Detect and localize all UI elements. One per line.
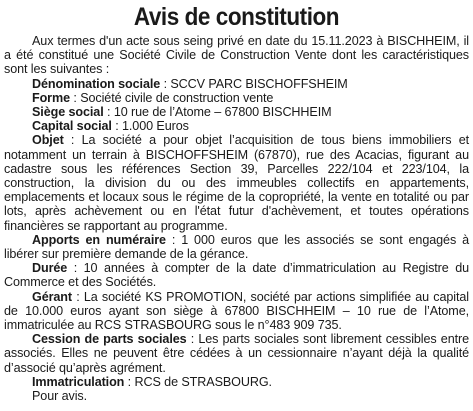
field-cession-parts [4, 332, 469, 375]
field-value: 1 000 euros que les associés se sont engagés à libérer sur première demande de la gérance. [4, 232, 469, 262]
field-value: 10 rue de l’Atome – 67800 BISCHHEIM [113, 105, 332, 120]
field-separator: : [70, 90, 81, 105]
field-label: Dénomination sociale [32, 76, 161, 91]
field-siege-social [4, 105, 469, 119]
field-apports [4, 233, 469, 261]
field-value: La société KS PROMOTION, société par actions simplifiée au capital de 10.000 euros ayant son siège à 67800 BISCHHEIM – 10 rue de l’Atome, immatriculée au RCS STRASBOURG sous le n°483 909 735. [4, 289, 469, 333]
field-label: Immatriculation [32, 374, 125, 389]
field-value: Les parts sociales sont librement cessibles entre associés. Elles ne peuvent être cédées à un cessionnaire n’ayant déjà la qualité d’associé qu’après agrément. [4, 332, 469, 375]
field-label: Siège social [32, 105, 104, 120]
field-separator: : [165, 232, 182, 247]
field-separator: : [111, 119, 122, 134]
notice-body [4, 34, 469, 403]
field-denomination [4, 77, 469, 91]
field-value: Société civile de construction vente [80, 90, 274, 105]
field-separator: : [67, 261, 84, 276]
field-forme [4, 91, 469, 105]
field-separator: : [124, 374, 135, 389]
field-label: Gérant [32, 289, 72, 304]
field-separator: : [186, 332, 199, 347]
field-separator: : [103, 105, 114, 120]
field-label: Capital social [32, 119, 112, 134]
field-separator: : [72, 289, 84, 304]
field-objet [4, 133, 469, 232]
field-separator: : [160, 76, 171, 91]
field-separator: : [63, 133, 82, 148]
field-value: La société a pour objet l’acquisition de tous biens immobiliers et notamment un terrain à BISCHOFFSHEIM (67870), rue des Acacias, figurant au cadastre sous les références Section 39, Parcelles 222/104 et 223/104, la construction, la division du ou des immeubles collectifs en appartements, emplacements et locaux sous le régime de la copropriété, la vente en totalité ou par lots, après achèvement ou en l'état futur d'achèvement, et toutes opérations financières se rapportant au programme. [4, 133, 469, 233]
field-value: SCCV PARC BISCHOFFSHEIM [170, 76, 348, 91]
closing-line: Pour avis. [32, 389, 87, 404]
field-label: Objet [32, 133, 64, 148]
field-capital-social [4, 119, 469, 133]
intro-paragraph: Aux termes d'un acte sous seing privé en date du 15.11.2023 à BISCHHEIM, il a été constitué une Société Civile de Construction Vente dont les caractéristiques sont les suivantes : [4, 34, 469, 77]
field-label: Forme [32, 90, 70, 105]
field-label: Apports en numéraire [32, 232, 166, 247]
field-value: 1.000 Euros [122, 119, 189, 134]
field-value: RCS de STRASBOURG. [134, 374, 272, 389]
field-duree [4, 261, 469, 289]
notice-title: Avis de constitution [133, 3, 340, 31]
field-gerant [4, 290, 469, 333]
field-immatriculation [4, 375, 469, 389]
field-label: Cession de parts sociales [32, 332, 187, 347]
field-label: Durée [32, 261, 68, 276]
field-value: 10 années à compter de la date d’immatriculation au Registre du Commerce et des Sociétés. [4, 261, 470, 290]
